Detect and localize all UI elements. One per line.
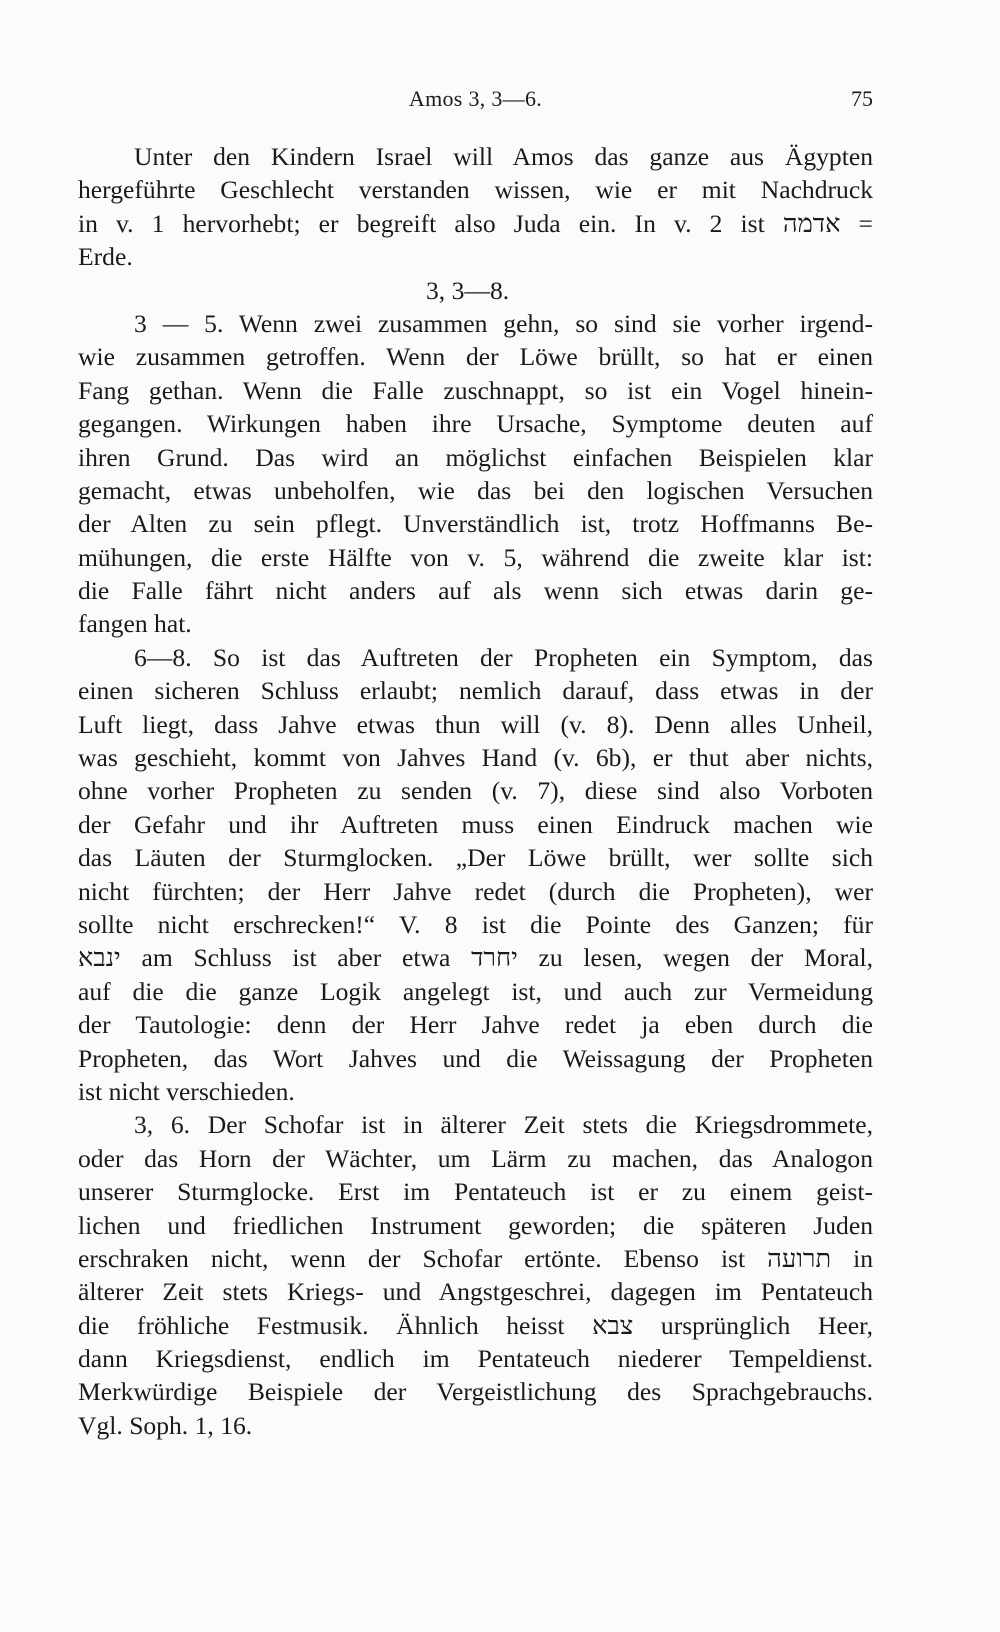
text-line: mühungen, die erste Hälfte von v. 5, während die zweite klar ist: <box>78 542 873 572</box>
text-line: der Alten zu sein pflegt. Unverständlich ist, trotz Hoffmanns Be- <box>78 509 873 539</box>
text-line: gemacht, etwas unbeholfen, wie das bei den logischen Versuchen <box>78 475 873 505</box>
text-line: ist nicht verschieden. <box>78 1076 295 1106</box>
text-line: nicht fürchten; der Herr Jahve redet (durch die Propheten), wer <box>78 876 873 906</box>
text-line: älterer Zeit stets Kriegs- und Angstgeschrei, dagegen im Pentateuch <box>78 1277 873 1307</box>
text-line: was geschieht, kommt von Jahves Hand (v. 6b), er thut aber nichts, <box>78 743 873 773</box>
text-line: wie zusammen getroffen. Wenn der Löwe brüllt, so hat er einen <box>78 342 873 372</box>
text-line: das Läuten der Sturmglocken. „Der Löwe brüllt, wer sollte sich <box>78 843 873 873</box>
text-line: unserer Sturmglocke. Erst im Pentateuch ist er zu einem geist- <box>78 1177 873 1207</box>
text-line: 6—8. So ist das Auftreten der Propheten ein Symptom, das <box>134 642 873 672</box>
text-line: Merkwürdige Beispiele der Vergeistlichung des Sprachgebrauchs. <box>78 1377 873 1407</box>
text-line: ינבא am Schluss ist aber etwa יחרד zu lesen, wegen der Moral, <box>78 943 873 973</box>
text-line: oder das Horn der Wächter, um Lärm zu machen, das Analogon <box>78 1143 873 1173</box>
header-title: Amos 3, 3—6. <box>408 86 543 111</box>
text-line: ohne vorher Propheten zu senden (v. 7), diese sind also Vorboten <box>78 776 873 806</box>
running-header <box>78 84 873 114</box>
text-line: erschraken nicht, wenn der Schofar ertönte. Ebenso ist תרועה in <box>78 1243 873 1273</box>
text-line: ihren Grund. Das wird an möglichst einfachen Beispielen klar <box>78 442 873 472</box>
text-line: auf die die ganze Logik angelegt ist, und auch zur Vermeidung <box>78 976 873 1006</box>
text-line: 3, 6. Der Schofar ist in älterer Zeit stets die Kriegsdrommete, <box>134 1110 873 1140</box>
text-line: gegangen. Wirkungen haben ihre Ursache, Symptome deuten auf <box>78 409 873 439</box>
text-line: Fang gethan. Wenn die Falle zuschnappt, so ist ein Vogel hinein- <box>78 375 873 405</box>
text-line: sollte nicht erschrecken!“ V. 8 ist die Pointe des Ganzen; für <box>78 909 873 939</box>
body-text <box>78 140 873 1442</box>
page-number: 75 <box>851 86 873 111</box>
text-line: fangen hat. <box>78 609 192 639</box>
text-line: 3, 3—8. <box>426 275 510 305</box>
text-line: in v. 1 hervorhebt; er begreift also Juda ein. In v. 2 ist אדמה = <box>78 208 873 238</box>
text-line: einen sicheren Schluss erlaubt; nemlich darauf, dass etwas in der <box>78 676 873 706</box>
text-line: die fröhliche Festmusik. Ähnlich heisst צבא ursprünglich Heer, <box>78 1310 874 1340</box>
text-line: 3 — 5. Wenn zwei zusammen gehn, so sind sie vorher irgend- <box>134 308 873 338</box>
text-line: Erde. <box>78 242 133 272</box>
text-line: Vgl. Soph. 1, 16. <box>78 1410 253 1440</box>
text-line: Luft liegt, dass Jahve etwas thun will (v. 8). Denn alles Unheil, <box>78 709 873 739</box>
text-line: der Gefahr und ihr Auftreten muss einen Eindruck machen wie <box>78 809 873 839</box>
text-line: der Tautologie: denn der Herr Jahve redet ja eben durch die <box>78 1010 873 1040</box>
text-line: Propheten, das Wort Jahves und die Weissagung der Propheten <box>78 1043 873 1073</box>
text-line: hergeführte Geschlecht verstanden wissen, wie er mit Nachdruck <box>78 175 873 205</box>
text-line: dann Kriegsdienst, endlich im Pentateuch niederer Tempeldienst. <box>78 1344 873 1374</box>
text-line: Unter den Kindern Israel will Amos das ganze aus Ägypten <box>134 142 873 171</box>
text-line: die Falle fährt nicht anders auf als wenn sich etwas darin ge- <box>78 576 873 606</box>
text-line: lichen und friedlichen Instrument geworden; die späteren Juden <box>78 1210 873 1240</box>
